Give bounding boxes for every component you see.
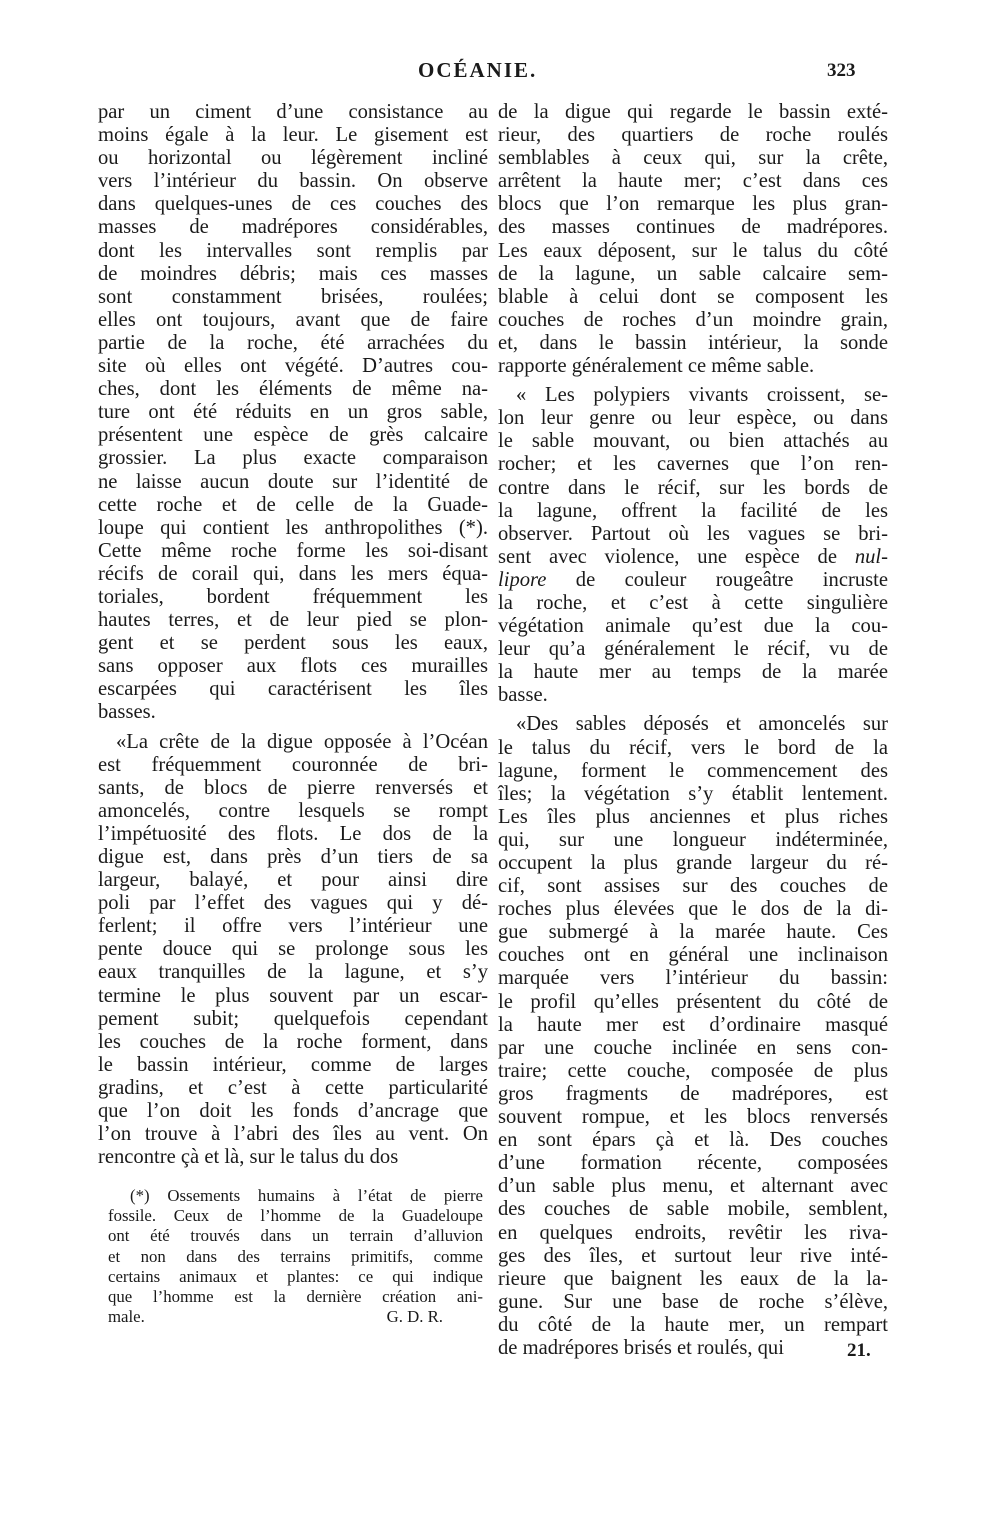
text-line: sont constamment brisées, roulées; <box>98 285 488 308</box>
text-line: digue est, dans près d’un tiers de sa <box>98 846 488 868</box>
text-line: l’impétuosité des flots. Le dos de la <box>98 822 488 845</box>
footnote <box>108 1186 483 1327</box>
footnote-signature: G. D. R. <box>386 1307 443 1327</box>
text-line: hautes terres, et de leur pied se plon- <box>98 609 488 632</box>
text-line: leur qu’a généralement le récif, vu de <box>498 638 888 661</box>
text-line: toriales, bordent fréquemment les <box>98 585 488 608</box>
text-line: largeur, balayé, et pour ainsi dire <box>98 869 488 892</box>
footnote-line <box>108 1307 483 1327</box>
text-line: masses de madrépores considérables, <box>98 216 488 239</box>
text-line: la lagune, offrent la facilité de les <box>498 499 888 522</box>
text-line: le bassin intérieur, comme de larges <box>98 1053 488 1076</box>
text-line: pente douce qui se prolonge sous les <box>98 938 488 961</box>
text-line: gros fragments de madrépores, est <box>498 1082 888 1105</box>
text-line: rieur, des quartiers de roche roulés <box>498 124 888 147</box>
text-line: végétation animale qu’est due la cou- <box>498 615 888 638</box>
text-line: pement subit; quelquefois cependant <box>98 1007 488 1030</box>
text-line: dont les intervalles sont remplis par <box>98 239 488 262</box>
text-line: ture ont été réduits en un gros sable, <box>98 401 488 424</box>
text-line: le talus du récif, vers le bord de la <box>498 736 888 759</box>
text-line: rocher; et les cavernes que l’on ren- <box>498 453 888 476</box>
text-line: lon leur genre ou leur espèce, ou dans <box>498 407 888 430</box>
text-line: moins égale à la leur. Le gisement est <box>98 124 488 147</box>
text-line: escarpées qui caractérisent les îles <box>98 678 488 701</box>
footnote-line: certains animaux et plantes: ce qui indique <box>108 1266 483 1286</box>
text-line: ferlent; il offre vers l’intérieur une <box>98 915 488 938</box>
text-line: du côté de la haute mer, un rempart <box>498 1313 888 1336</box>
text-line: par une couche inclinée en sens con- <box>498 1036 888 1059</box>
left-column <box>98 101 488 1169</box>
footnote-line: (*) Ossements humains à l’état de pierre <box>130 1186 483 1205</box>
text-line: qui, sur une longueur indéterminée, <box>498 828 888 851</box>
text-line: de moindres débris; mais ces masses <box>98 262 488 285</box>
text-line: elles ont toujours, avant que de faire <box>98 308 488 331</box>
text-line: site où elles ont végété. D’autres cou- <box>98 355 488 378</box>
text-line: couches ont en général une inclinaison <box>498 944 888 967</box>
text-line: arrêtent la haute mer; c’est dans ces <box>498 170 888 193</box>
footnote-line: fossile. Ceux de l’homme de la Guadeloupe <box>108 1206 483 1226</box>
text-line: le sable mouvant, ou bien attachés au <box>498 430 888 453</box>
text-line: rencontre çà et là, sur le talus du dos <box>98 1146 399 1169</box>
text-line: par un ciment d’une consistance au <box>98 101 488 123</box>
text-line: blable à celui dont se composent les <box>498 285 888 308</box>
text-line: que l’on doit les fonds d’ancrage que <box>98 1100 488 1123</box>
text-line: Les eaux déposent, sur le talus du côté <box>498 239 888 262</box>
text-line: vers l’intérieur du bassin. On observe <box>98 170 488 193</box>
text-line: en sont épars çà et là. Des couches <box>498 1129 888 1152</box>
footnote-line: que l’homme est la dernière création ani- <box>108 1286 483 1306</box>
page-number: 323 <box>827 60 856 81</box>
text-line: ou horizontal ou légèrement incliné <box>98 147 488 170</box>
text-line: dans quelques-unes de ces couches des <box>98 193 488 216</box>
text-line: rieure que baignent les eaux de la la- <box>498 1267 888 1290</box>
text-line: roches plus élevées que le dos de la di- <box>498 898 888 921</box>
text-line: d’une formation récente, composées <box>498 1152 888 1175</box>
running-head <box>0 58 1000 86</box>
text-line: cette roche et de celle de la Guade- <box>98 493 488 516</box>
text-line: îles; la végétation s’y établit lentement. <box>498 782 888 805</box>
text-line: l’on trouve à l’abri des îles au vent. On <box>98 1123 488 1146</box>
footnote-line: et non dans des terrains primitifs, comme <box>108 1246 483 1266</box>
text-line: de la lagune, un sable calcaire sem- <box>498 262 888 285</box>
text-line: cif, sont assises sur des couches de <box>498 875 888 898</box>
footnote-last-text: male. <box>108 1307 145 1327</box>
text-line: souvent rompue, et les blocs renversés <box>498 1106 888 1129</box>
text-line: rapporte généralement ce même sable. <box>498 355 815 378</box>
text-line: traire; cette couche, composée de plus <box>498 1059 888 1082</box>
text-line: gue submergé à la marée haute. Ces <box>498 921 888 944</box>
text-line: contre dans le récif, sur les bords de <box>498 476 888 499</box>
text-line: gune. Sur une base de roche s’élève, <box>498 1290 888 1313</box>
text-line: en quelques endroits, revêtir les riva- <box>498 1221 888 1244</box>
text-line: « Les polypiers vivants croissent, se- <box>516 384 888 407</box>
text-line: basse. <box>498 684 548 707</box>
text-line: observer. Partout où les vagues se bri- <box>498 522 888 545</box>
text-line: lipore de couleur rougeâtre incruste <box>498 568 888 591</box>
text-line: la roche, et c’est à cette singulière <box>498 591 888 614</box>
text-line: «La crête de la digue opposée à l’Océan <box>116 730 488 753</box>
italic-term: nul- <box>854 545 888 568</box>
running-title: OCÉANIE. <box>418 58 538 82</box>
text-line: est fréquemment couronnée de bri- <box>98 753 488 776</box>
text-line: basses. <box>98 701 156 724</box>
text-line: et, dans le bassin intérieur, la sonde <box>498 331 888 354</box>
text-line: ne laisse aucun doute sur l’identité de <box>98 470 488 493</box>
text-line: présentent une espèce de grès calcaire <box>98 424 488 447</box>
text-line: «Des sables déposés et amoncelés sur <box>516 713 888 736</box>
text-line: semblables à ceux qui, sur la crête, <box>498 147 888 170</box>
text-line: de la digue qui regarde le bassin exté- <box>498 101 888 123</box>
text-line: récifs de corail qui, dans les mers équa- <box>98 562 488 585</box>
text-line: marquée vers l’intérieur du bassin: <box>498 967 888 990</box>
text-line: couches de roches d’un moindre grain, <box>498 308 888 331</box>
text-line: sent avec violence, une espèce de nul- <box>498 545 888 568</box>
signature-mark: 21. <box>847 1340 871 1361</box>
text-line: la haute mer est d’ordinaire masqué <box>498 1013 888 1036</box>
italic-term: lipore <box>498 568 547 591</box>
text-line: eaux tranquilles de la lagune, et s’y <box>98 961 488 984</box>
footnote-line: ont été trouvés dans un terrain d’alluvion <box>108 1226 483 1246</box>
text-line: blocs que l’on remarque les plus gran- <box>498 193 888 216</box>
text-line: Cette même roche forme les soi-disant <box>98 539 488 562</box>
text-line: grossier. La plus exacte comparaison <box>98 447 488 470</box>
text-line: des masses continues de madrépores. <box>498 216 888 239</box>
text-line: Les îles plus anciennes et plus riches <box>498 805 888 828</box>
text-line: gent et se perdent sous les eaux, <box>98 632 488 655</box>
text-line: d’un sable plus menu, et alternant avec <box>498 1175 888 1198</box>
right-column <box>498 101 888 1360</box>
text-line: ges des îles, et surtout leur rive inté- <box>498 1244 888 1267</box>
text-line: ches, dont les éléments de même na- <box>98 378 488 401</box>
text-line: lagune, forment le commencement des <box>498 759 888 782</box>
text-line: de madrépores brisés et roulés, qui <box>498 1336 784 1359</box>
text-line: gradins, et c’est à cette particularité <box>98 1076 488 1099</box>
text-line: la haute mer au temps de la marée <box>498 661 888 684</box>
text-line: partie de la roche, été arrachées du <box>98 331 488 354</box>
text-line: amoncelés, contre lesquels se rompt <box>98 799 488 822</box>
text-line: le profil qu’elles présentent du côté de <box>498 990 888 1013</box>
text-line: termine le plus souvent par un escar- <box>98 984 488 1007</box>
text-line: poli par l’effet des vagues qui y dé- <box>98 892 488 915</box>
text-line: loupe qui contient les anthropolithes (*). <box>98 516 488 539</box>
text-line: les couches de la roche forment, dans <box>98 1030 488 1053</box>
text-line: sans opposer aux flots ces murailles <box>98 655 488 678</box>
text-line: des couches de sable mobile, semblent, <box>498 1198 888 1221</box>
text-line: occupent la plus grande largeur du ré- <box>498 852 888 874</box>
text-line: sants, de blocs de pierre renversés et <box>98 776 488 799</box>
